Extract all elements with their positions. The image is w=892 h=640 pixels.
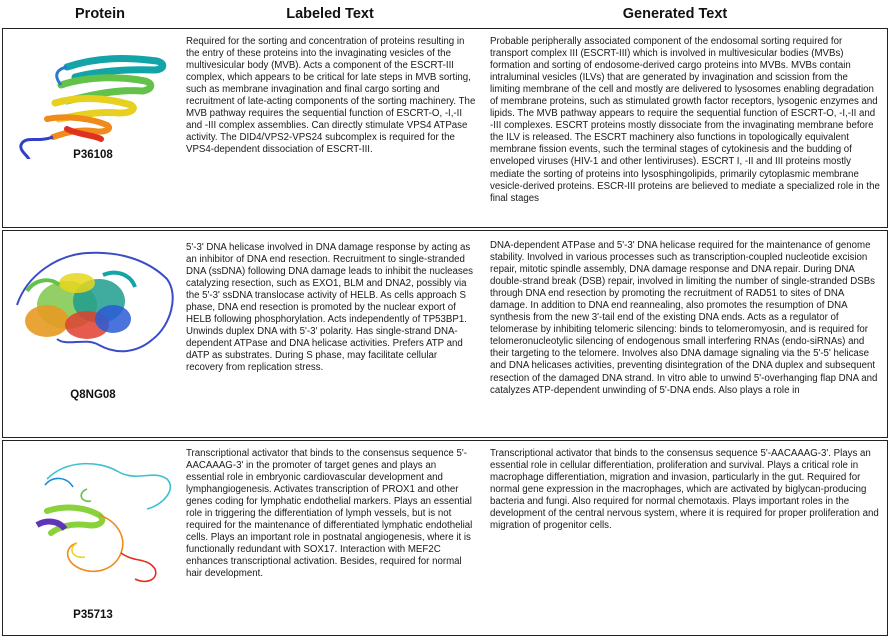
table-row-p36108 xyxy=(2,28,888,228)
generated-text: DNA-dependent ATPase and 5'-3' DNA helicase required for the maintenance of genome stability. Involved in various processes such as transcription-coupled nucleotide excision repair, mitotic spindle assembly, DNA damage response and DNA repair. During DNA double-strand break (DSB) repair, involved in limiting the number of single-stranded DSBs through DNA end resection by promoting the recruitment of RAD51 to sites of DNA damage. In addition to DNA end reannealing, also promotes the resumption of DNA synthesis from the new 3'-tail end of the existing DNA ends. Acts as a regulator of telomerase by inhibiting telomeric silencing: binds to telomeromyosin, and is required for telomeronucleotylic silencing of endogenous small interfering RNAs (endo-siRNAs) and their targeting to the telomere. Involves also DNA damage signaling via the 5'-5' helicase and DNA helicases activities, preventing disintegration of the DNA duplex and subsequent resection of the damaged DNA strand. In vitro able to unwind 5'-overhanging flap DNA and catalyzes ATP-dependent unwinding of 5'-DNA ends. Also plays a role in xyxy=(490,240,878,396)
header-labeled-text: Labeled Text xyxy=(286,6,374,22)
protein-id: P36108 xyxy=(73,149,113,161)
labeled-text: 5'-3' DNA helicase involved in DNA damage response by acting as an inhibitor of DNA end resection. Recruitment to single-stranded DNA (ssDNA) following DNA damage leads to inhibit the nucleases catalyzing resection, such as EXO1, BLM and DNA2, possibly via the 5'-3' ssDNA translocase activity of HELB. As cells approach S phase, DNA end resection is promoted by the nuclear export of HELB following phosphorylation. Acts independently of TP53BP1. Unwinds duplex DNA with 5'-3' polarity. Has single-strand DNA-dependent ATPase and DNA helicase activities. Prefers ATP and dATP as substrates. During S phase, may facilitate cellular recovery from replication stress. xyxy=(186,242,473,374)
protein-structure-image-p36108 xyxy=(3,29,183,229)
protein-structure-image-p35713 xyxy=(3,441,183,637)
table-row-p35713 xyxy=(2,440,888,636)
protein-id: P35713 xyxy=(73,609,113,621)
header-protein: Protein xyxy=(75,6,125,22)
labeled-text: Transcriptional activator that binds to the consensus sequence 5'-AACAAAG-3' in the promoter of target genes and plays an essential role in embryonic cardiovascular development and lymphangiogenesis. Activates transcription of PROX1 and other genes coding for lymphatic endothelial markers. Plays an essential role in triggering the differentiation of lymph vessels, but is not required for the maintenance of differentiated lymphatic endothelial cells. Plays an important role in postnatal angiogenesis, where it is functionally redundant with SOX17. Interaction with MEF2C enhances transcriptional activation. Besides, required for normal hair development. xyxy=(186,448,473,580)
generated-text: Probable peripherally associated component of the endosomal sorting required for transport complex III (ESCRT-III) which is involved in multivesicular bodies (MVBs) formation and sorting of endosome-derived cargo proteins into MVBs. MVBs contain intraluminal vesicles (ILVs) that are generated by invagination and scission from the limiting membrane of the cell and mostly are delivered to lysosomes enabling degradation of membrane proteins, such as stimulated growth factor receptors, lysogenic enzymes and lipids. The MVB pathway appears to require the sequential function of ESCRT-O, -I,-II and -III complexes. ESCRT proteins mostly dissociate from the invaginating membrane before the ILV is released. The ESCRT machinery also functions in topologically equivalent membrane fission events, such the terminal stages of cytokinesis and the budding of enveloped viruses (HIV-1 and other lentiviruses). ESCRT I, -II and III proteins mostly mediate the sorting of proteins into lysosphingolipids, primarily cytoplasmic membrane vesicle-derived proteins. ESCR-III proteins are believed to mediate a specialized role in the final stages xyxy=(490,36,880,204)
labeled-text: Required for the sorting and concentration of proteins resulting in the entry of these proteins into the invaginating vesicles of the multivesicular body (MVB). Acts a component of the ESCRT-III complex, which appears to be critical for late steps in MVB sorting, such as membrane invagination and final cargo sorting and recruitment of late-acting components of the sorting machinery. The MVB pathway requires the sequential function of ESCRT-O, -I,-II and -III complex assemblies. Can directly stimulate VPS4 ATPase activity. The DID4/VPS2-VPS24 subcomplex is required for the VPS4-dependent dissociation of ESCRT-III. xyxy=(186,36,476,156)
header-generated-text: Generated Text xyxy=(622,6,728,22)
generated-text: Transcriptional activator that binds to the consensus sequence 5'-AACAAAG-3'. Plays an essential role in cellular differentiation, proliferation and survival. Plays a critical role in macrophage differentiation, migration and invasion, particularly in the gut. Required for normal gene expression in the macrophages, which are activated by biglycan-producing bacteria and fungi. Also required for normal chemotaxis. Plays important roles in the development of the central nervous system, where it is required for proper proliferation and migration of progenitor cells. xyxy=(490,448,879,532)
protein-structure-image-q8ng08 xyxy=(3,231,183,439)
protein-id: Q8NG08 xyxy=(70,389,116,401)
table-row-q8ng08 xyxy=(2,230,888,438)
